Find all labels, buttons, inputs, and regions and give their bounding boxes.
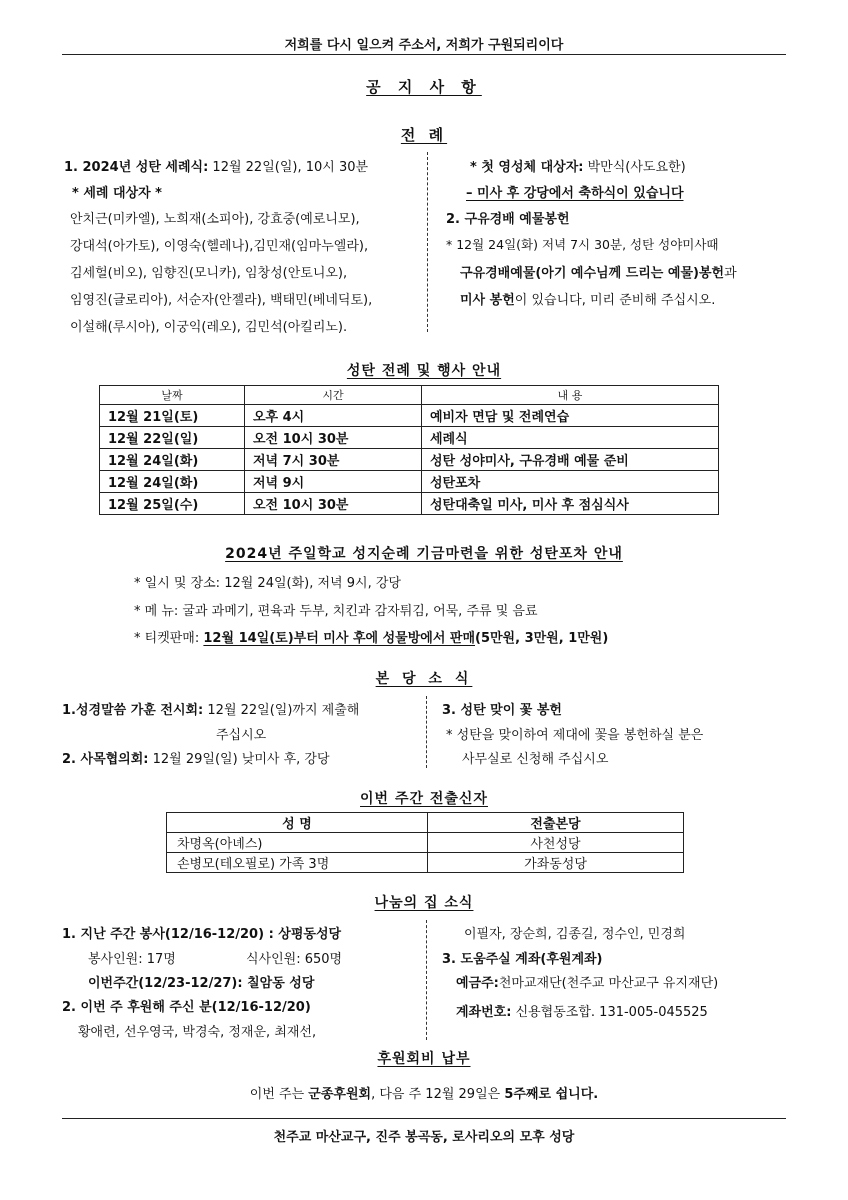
liturgy-title: 전 례	[400, 126, 448, 144]
header-motto: 저희를 다시 일으켜 주소서, 저희가 구원되리이다	[284, 38, 564, 53]
donors-title: 2. 이번 주 후원해 주신 분(12/16-12/20)	[62, 1000, 311, 1015]
table-row	[167, 833, 684, 853]
table-row	[100, 449, 719, 471]
transfers-table	[166, 812, 684, 873]
donors-list: 황애련, 선우영국, 박경숙, 정재운, 최재선,	[78, 1025, 317, 1040]
schedule-time: 오전 10시 30분	[245, 493, 422, 515]
sharing-column-divider	[426, 920, 427, 1040]
schedule-content: 성탄포차	[422, 471, 719, 493]
flower-offering-line-1: * 성탄을 맞이하여 제대에 꽃을 봉헌하실 분은	[446, 728, 704, 743]
donors-list-cont: 이필자, 장순희, 김종길, 정수인, 민경희	[464, 927, 686, 942]
transfers-header-parish: 전출본당	[428, 813, 684, 833]
this-week-service: 이번주간(12/23-12/27): 칠암동 성당	[88, 976, 315, 991]
schedule-date: 12월 24일(화)	[100, 471, 245, 493]
schedule-date: 12월 22일(일)	[100, 427, 245, 449]
baptism-date: 1. 2024년 성탄 세례식: 12월 22일(일), 10시 30분	[64, 160, 369, 175]
flower-offering-title: 3. 성탄 맞이 꽃 봉헌	[442, 703, 562, 718]
schedule-date: 12월 21일(토)	[100, 405, 245, 427]
schedule-content: 예비자 면담 및 전례연습	[422, 405, 719, 427]
parish-title: 본 당 소 식	[375, 671, 473, 687]
account-title: 3. 도움주실 계좌(후원계좌)	[442, 952, 603, 967]
schedule-header-time: 시간	[245, 386, 422, 405]
schedule-header-row	[100, 386, 719, 405]
table-row	[100, 471, 719, 493]
transfer-parish: 가좌동성당	[428, 853, 684, 873]
schedule-header-date: 날짜	[100, 386, 245, 405]
liturgy-column-divider	[427, 152, 428, 332]
transfer-name: 손병모(테오필로) 가족 3명	[167, 853, 428, 873]
schedule-content: 성탄 성야미사, 구유경배 예물 준비	[422, 449, 719, 471]
candidate-names-2: 강대석(아가토), 이영숙(헬레나),김민재(임마누엘라),	[70, 239, 369, 254]
schedule-time: 오후 4시	[245, 405, 422, 427]
pocha-menu: * 메 뉴: 굴과 과메기, 편육과 두부, 치킨과 감자튀김, 어묵, 주류 및 음료	[134, 604, 538, 619]
parish-column-divider	[426, 696, 427, 768]
pastoral-council: 2. 사목협의회: 12월 29일(일) 낮미사 후, 강당	[62, 752, 330, 767]
schedule-table	[99, 385, 719, 515]
sharing-title: 나눔의 집 소식	[374, 895, 474, 911]
offering-title: 2. 구유경배 예물봉헌	[446, 212, 570, 227]
notice-title: 공 지 사 항	[366, 78, 482, 96]
schedule-content: 세례식	[422, 427, 719, 449]
offering-line-3: 미사 봉헌이 있습니다, 미리 준비해 주십시오.	[460, 293, 716, 308]
celebration-note: – 미사 후 강당에서 축하식이 있습니다	[466, 186, 684, 201]
schedule-header-content: 내 용	[422, 386, 719, 405]
table-row	[100, 493, 719, 515]
schedule-time: 저녁 7시 30분	[245, 449, 422, 471]
meal-count: 식사인원: 650명	[246, 952, 343, 967]
candidate-names-5: 이설해(루시아), 이궁익(레오), 김민석(아킬리노).	[70, 320, 348, 335]
pocha-time-place: * 일시 및 장소: 12월 24일(화), 저녁 9시, 강당	[134, 576, 401, 591]
transfer-name: 차명옥(아녜스)	[167, 833, 428, 853]
schedule-date: 12월 25일(수)	[100, 493, 245, 515]
header-divider	[62, 54, 786, 55]
table-row	[100, 427, 719, 449]
footer-text: 천주교 마산교구, 진주 봉곡동, 로사리오의 모후 성당	[273, 1130, 575, 1145]
candidate-names-1: 안치근(미카엘), 노희재(소피아), 강효중(예로니모),	[70, 212, 360, 227]
table-row	[167, 853, 684, 873]
account-number: 계좌번호: 신용협동조합. 131-005-045525	[456, 1005, 708, 1020]
account-holder: 예금주:천마교재단(천주교 마산교구 유지재단)	[456, 976, 719, 991]
table-row	[100, 405, 719, 427]
pocha-title: 2024년 주일학교 성지순례 기금마련을 위한 성탄포차 안내	[225, 546, 623, 562]
footer-divider	[62, 1118, 786, 1119]
schedule-time: 저녁 9시	[245, 471, 422, 493]
volunteer-count: 봉사인원: 17명	[88, 952, 176, 967]
candidate-names-4: 임영진(글로리아), 서순자(안젤라), 백태민(베네딕토),	[70, 293, 373, 308]
candidate-names-3: 김세헐(비오), 임향진(모니카), 임창성(안토니오),	[70, 266, 348, 281]
pocha-tickets: * 티켓판매: 12월 14일(토)부터 미사 후에 성물방에서 판매(5만원, 3만원, 1만원)	[134, 631, 609, 646]
support-fee-text: 이번 주는 군종후원회, 다음 주 12월 29일은 5주째로 쉽니다.	[249, 1087, 599, 1102]
bible-exhibition-cont: 주십시오	[216, 728, 267, 743]
last-week-service: 1. 지난 주간 봉사(12/16-12/20) : 상평동성당	[62, 927, 342, 942]
baptism-candidates-label: * 세례 대상자 *	[72, 186, 162, 201]
offering-line-1: * 12월 24일(화) 저녁 7시 30분, 성탄 성야미사때	[446, 237, 719, 252]
transfers-title: 이번 주간 전출신자	[360, 791, 488, 807]
support-fee-title: 후원회비 납부	[377, 1051, 471, 1067]
first-communion: * 첫 영성체 대상자: 박만식(사도요한)	[470, 160, 686, 175]
offering-line-2: 구유경배예물(아기 예수님께 드리는 예물)봉헌과	[460, 266, 737, 281]
schedule-content: 성탄대축일 미사, 미사 후 점심식사	[422, 493, 719, 515]
transfers-header-name: 성 명	[167, 813, 428, 833]
flower-offering-line-2: 사무실로 신청해 주십시오	[462, 752, 609, 767]
schedule-date: 12월 24일(화)	[100, 449, 245, 471]
bible-exhibition: 1.성경말씀 가훈 전시회: 12월 22일(일)까지 제출해	[62, 703, 360, 718]
transfers-header-row	[167, 813, 684, 833]
transfer-parish: 사천성당	[428, 833, 684, 853]
schedule-time: 오전 10시 30분	[245, 427, 422, 449]
schedule-title: 성탄 전례 및 행사 안내	[346, 363, 502, 379]
